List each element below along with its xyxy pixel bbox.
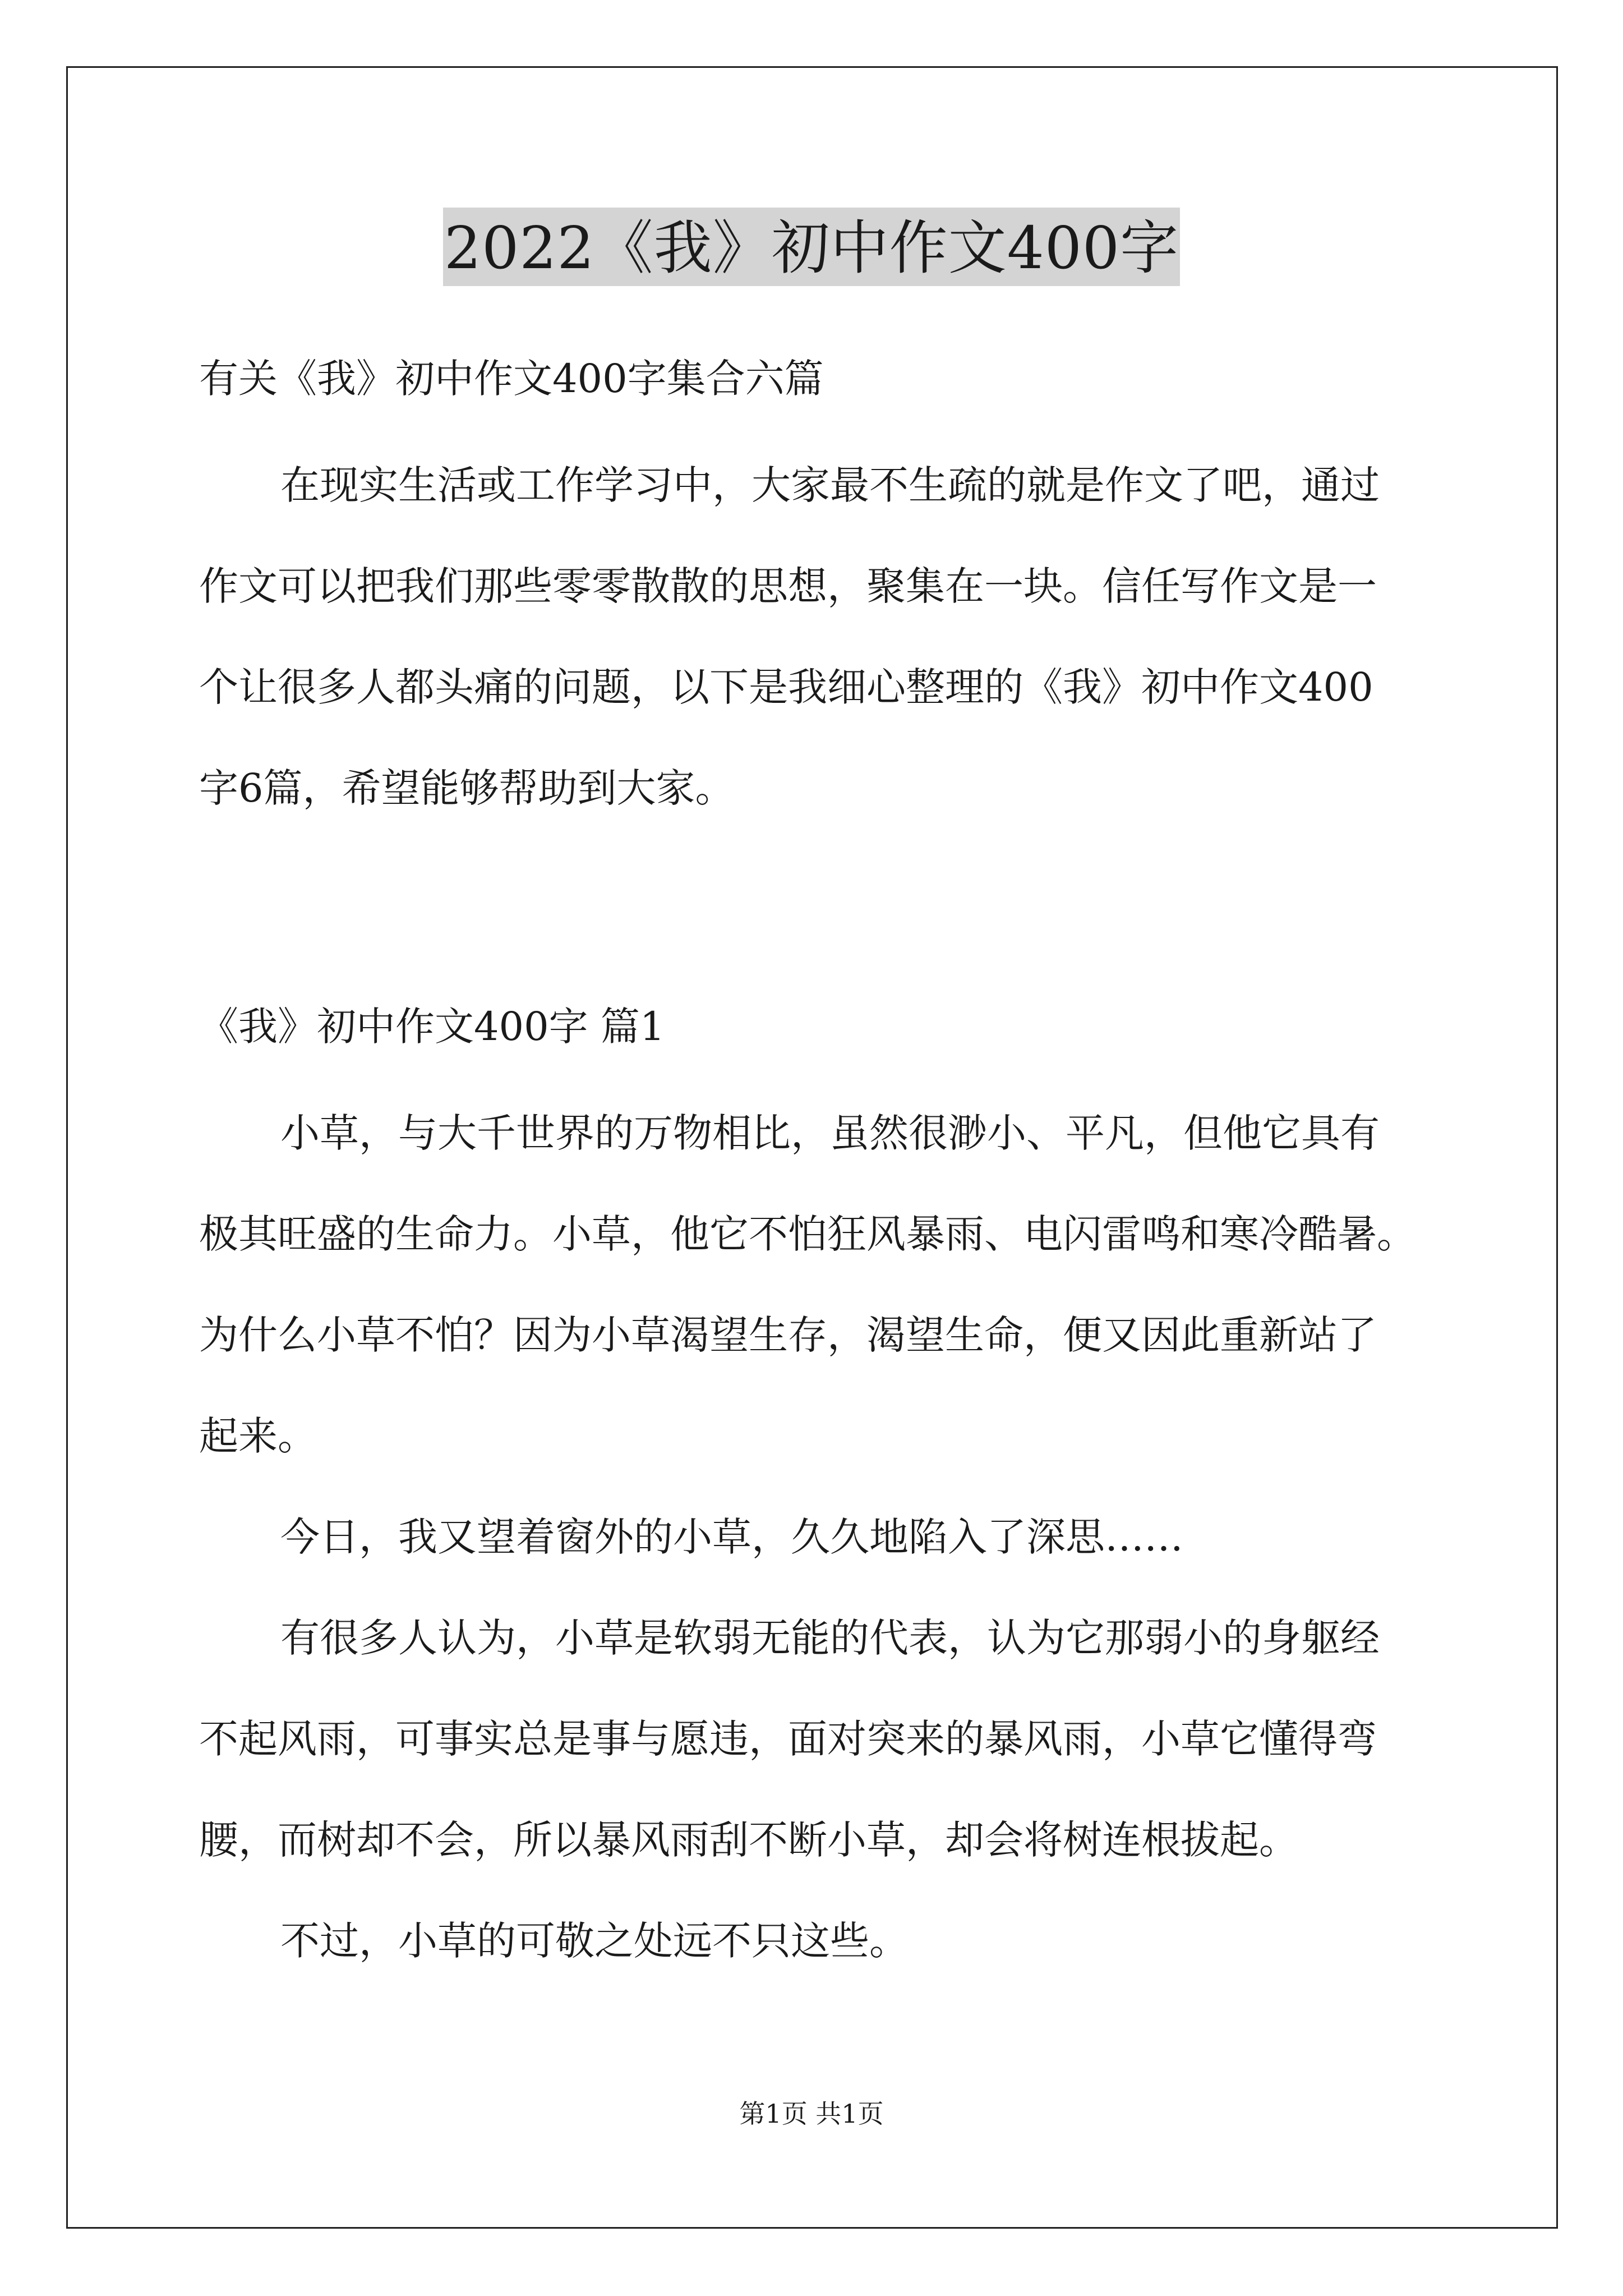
intro-paragraph-line: 个让很多人都头痛的问题，以下是我细心整理的《我》初中作文400 (199, 664, 1373, 710)
essay-line: 腰，而树却不会，所以暴风雨刮不断小草，却会将树连根拔起。 (199, 1817, 1298, 1863)
document-subtitle: 有关《我》初中作文400字集合六篇 (199, 356, 824, 402)
title-container (0, 208, 1623, 286)
page-footer: 第1页 共1页 (739, 2099, 884, 2129)
section-heading: 《我》初中作文400字 篇1 (199, 1004, 665, 1050)
intro-paragraph-line: 字6篇，希望能够帮助到大家。 (199, 765, 735, 811)
essay-line: 为什么小草不怕？因为小草渴望生存，渴望生命，便又因此重新站了 (199, 1312, 1377, 1358)
intro-paragraph-line: 在现实生活或工作学习中，大家最不生疏的就是作文了吧，通过 (280, 462, 1380, 508)
intro-paragraph-line: 作文可以把我们那些零零散散的思想，聚集在一块。信任写作文是一 (199, 563, 1377, 609)
essay-line: 极其旺盛的生命力。小草，他它不怕狂风暴雨、电闪雷鸣和寒冷酷暑。 (199, 1211, 1416, 1257)
document-title: 2022《我》初中作文400字 (443, 208, 1180, 286)
essay-line: 起来。 (199, 1413, 317, 1459)
essay-line: 有很多人认为，小草是软弱无能的代表，认为它那弱小的身躯经 (280, 1615, 1380, 1661)
essay-line: 不过，小草的可敬之处远不只这些。 (280, 1918, 909, 1964)
essay-line: 不起风雨，可事实总是事与愿违，面对突来的暴风雨，小草它懂得弯 (199, 1716, 1377, 1762)
essay-line: 今日，我又望着窗外的小草，久久地陷入了深思…… (280, 1514, 1183, 1560)
essay-line: 小草，与大千世界的万物相比，虽然很渺小、平凡，但他它具有 (280, 1110, 1380, 1156)
